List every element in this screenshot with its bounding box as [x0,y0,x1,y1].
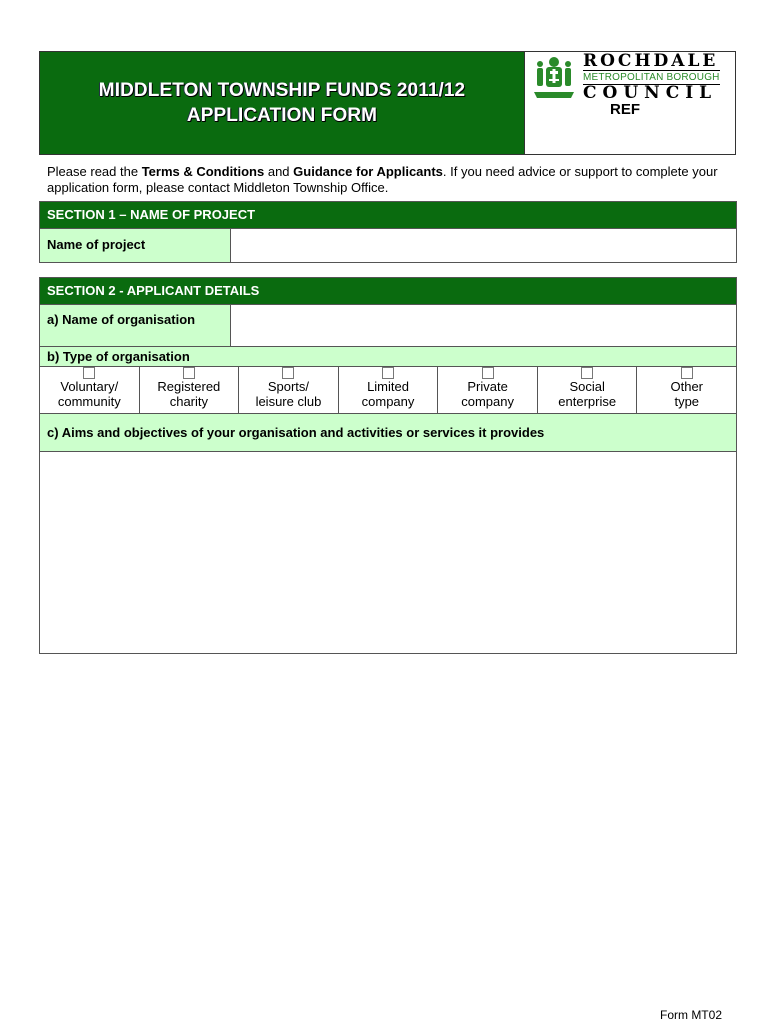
section-2 [39,277,737,654]
logo-text-rochdale: ROCHDALE [583,50,719,71]
type-sports-line1: Sports/ [267,379,310,394]
intro-part-1: Please read the [47,164,142,179]
org-type-label: b) Type of organisation [40,347,736,366]
council-logo-block [525,52,735,154]
intro-part-2: and [264,164,294,179]
type-other-line2: type [674,394,700,409]
form-id-footer: Form MT02 [659,1008,722,1022]
type-charity-line2: charity [169,394,209,409]
type-social-line2: enterprise [558,394,617,409]
checkbox-sports[interactable] [282,367,294,379]
ref-label: REF [610,101,640,118]
org-type-sports[interactable] [239,367,339,413]
checkbox-registered-charity[interactable] [183,367,195,379]
aims-textarea[interactable] [40,452,736,653]
checkbox-other[interactable] [681,367,693,379]
form-title [40,52,525,154]
org-name-label: a) Name of organisation [40,305,231,346]
title-line-2: APPLICATION FORM [186,105,378,126]
type-voluntary-line2: community [57,394,121,409]
org-type-social-enterprise[interactable] [538,367,638,413]
org-type-limited-company[interactable] [339,367,439,413]
org-type-registered-charity[interactable] [140,367,240,413]
org-type-private-company[interactable] [438,367,538,413]
logo-text-metropolitan: METROPOLITAN BOROUGH [583,71,720,83]
council-logo [525,52,735,102]
project-name-label: Name of project [40,229,231,262]
project-name-field[interactable] [231,229,736,262]
form-header [39,51,736,155]
type-social-line1: Social [569,379,605,394]
org-type-row [40,347,736,367]
logo-text-council: COUNCIL [583,84,720,102]
checkbox-limited-company[interactable] [382,367,394,379]
type-private-line2: company [461,394,514,409]
terms-link-text: Terms & Conditions [141,164,265,179]
section-1-heading: SECTION 1 – NAME OF PROJECT [40,202,736,229]
aims-label-row [40,414,736,452]
type-other-line1: Other [670,379,704,394]
section-1 [39,201,737,263]
org-type-other[interactable] [637,367,736,413]
title-line-1: MIDDLETON TOWNSHIP FUNDS 2011/12 [98,80,466,101]
project-name-row [40,229,736,262]
guidance-link-text: Guidance for Applicants [293,164,443,179]
aims-row [40,452,736,653]
type-sports-line2: leisure club [255,394,322,409]
org-type-voluntary[interactable] [40,367,140,413]
intro-text [47,164,727,196]
aims-label: c) Aims and objectives of your organisation and activities or services it provides [40,414,736,451]
type-limited-line2: company [361,394,415,409]
org-type-options [40,367,736,414]
checkbox-social-enterprise[interactable] [581,367,593,379]
intro-part-3: . If you need advice or support to complete your application form, please contact Middleton Township Office. [47,164,718,195]
checkbox-voluntary[interactable] [83,367,95,379]
type-limited-line1: Limited [367,379,409,394]
type-charity-line1: Registered [157,379,221,394]
checkbox-private-company[interactable] [482,367,494,379]
org-name-field[interactable] [231,305,736,346]
org-name-row [40,305,736,347]
type-private-line1: Private [467,379,508,394]
type-voluntary-line1: Voluntary/ [60,379,119,394]
section-2-heading: SECTION 2 - APPLICANT DETAILS [40,278,736,305]
crest-icon [531,54,577,100]
